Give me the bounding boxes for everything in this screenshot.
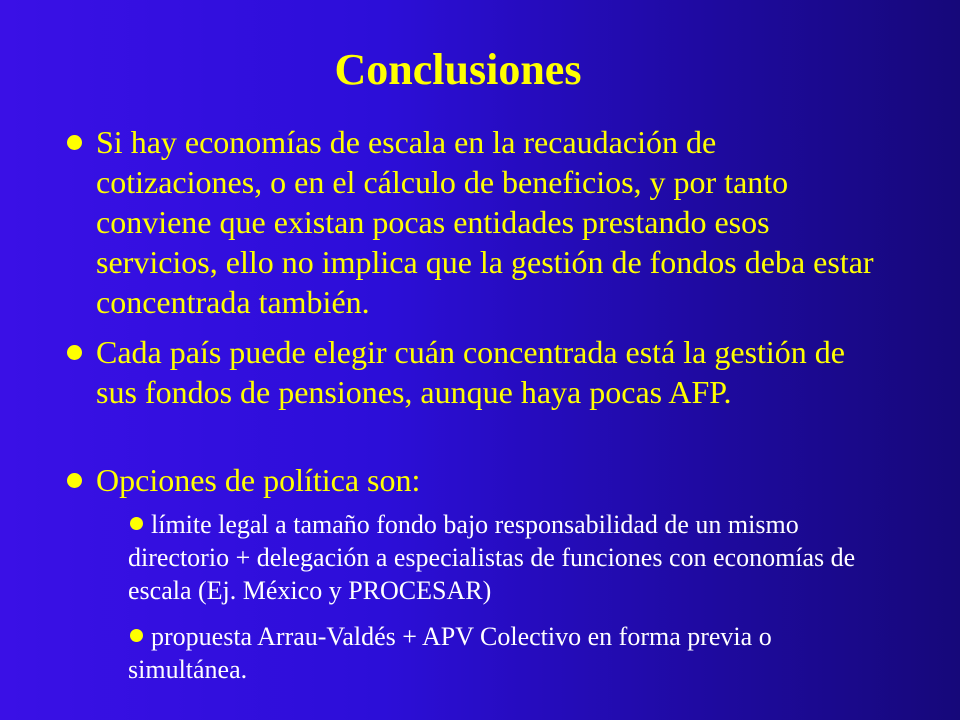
bullet-text: Opciones de política son:: [96, 462, 421, 498]
bullet-text: Si hay economías de escala en la recaudación de cotizaciones, o en el cálculo de beneficios, y por tanto conviene que existan pocas entidades prestando esos servicios, ello no implica que la gestión de fondos deba estar concentrada también.: [96, 124, 874, 320]
bullet-item: [96, 122, 886, 322]
sub-bullet-item: [128, 508, 888, 607]
bullet-text: Cada país puede elegir cuán concentrada está la gestión de sus fondos de pensiones, aunque haya pocas AFP.: [96, 334, 845, 410]
sub-bullet-item: [128, 620, 888, 686]
bullet-dot-icon: [67, 345, 82, 360]
sub-bullet-dot-icon: [130, 629, 143, 642]
sub-bullet-dot-icon: [130, 517, 143, 530]
sub-bullet-text: propuesta Arrau-Valdés + APV Colectivo en forma previa o simultánea.: [128, 622, 772, 684]
bullet-item: [96, 460, 886, 500]
bullet-dot-icon: [67, 135, 82, 150]
bullet-item: [96, 332, 886, 412]
slide-title: Conclusiones: [334, 45, 582, 94]
bullet-dot-icon: [67, 473, 82, 488]
sub-bullet-text: límite legal a tamaño fondo bajo responsabilidad de un mismo directorio + delegación a especialistas de funciones con economías de escala (Ej. México y PROCESAR): [128, 510, 856, 605]
